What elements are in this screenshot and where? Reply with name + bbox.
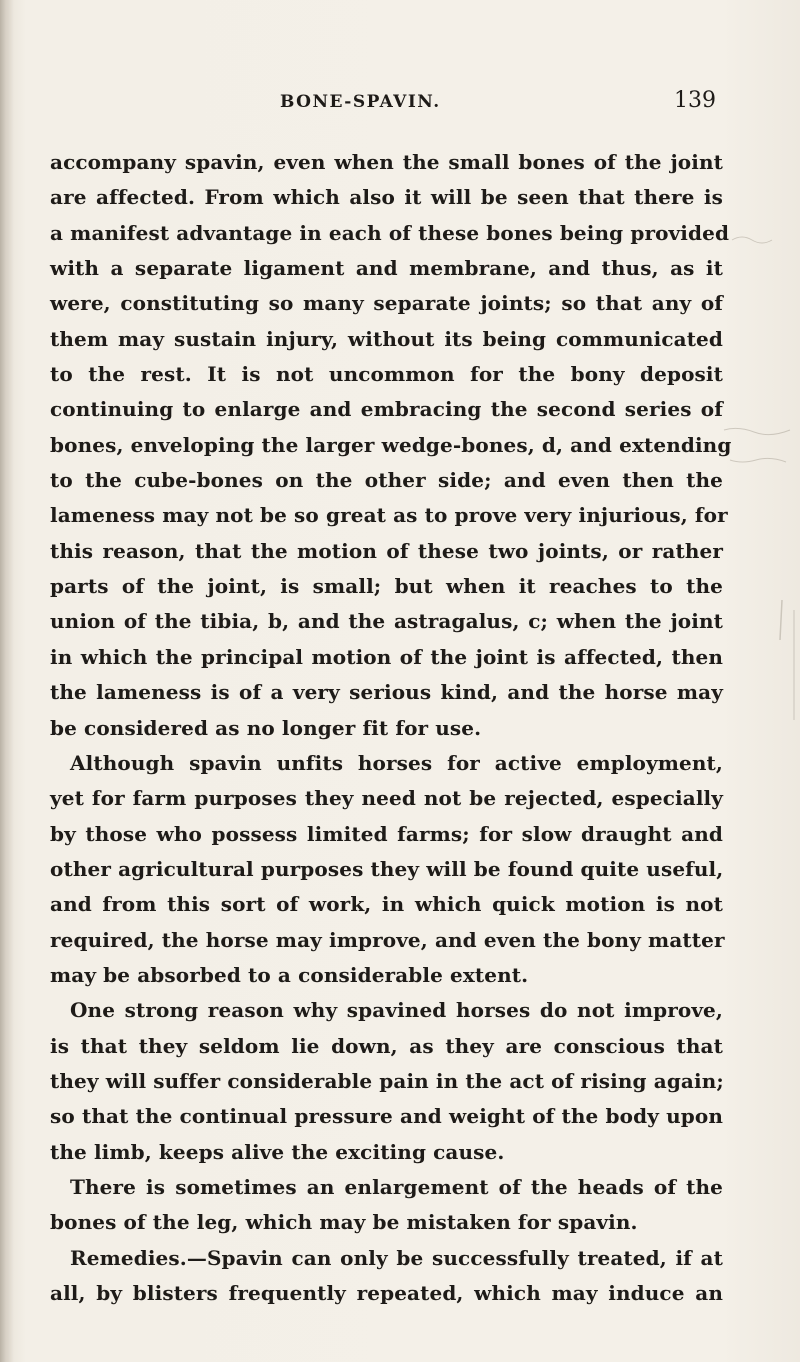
text-line: this reason, that the motion of these two joints, or rather — [50, 538, 723, 563]
text-line: accompany spavin, even when the small bones of the joint — [50, 150, 723, 174]
text-line: all, by blisters frequently repeated, which may induce an — [50, 1281, 723, 1305]
text-line: yet for farm purposes they need not be rejected, especially — [50, 786, 723, 811]
text-line: lameness may not be so great as to prove very injurious, for — [50, 503, 728, 528]
text-line: were, constituting so many separate joints; so that any of — [50, 291, 723, 316]
text-line: required, the horse may improve, and even the bony matter — [50, 927, 725, 952]
text-line: the lameness is of a very serious kind, and the horse may — [50, 680, 723, 705]
text-line: to the rest. It is not uncommon for the bony deposit — [50, 362, 723, 387]
text-line: One strong reason why spavined horses do not improve, — [70, 998, 723, 1023]
page-number: 139 — [674, 88, 716, 113]
text-line: continuing to enlarge and embracing the second series of — [50, 397, 723, 422]
body-text — [50, 145, 732, 1311]
text-line: the limb, keeps alive the exciting cause. — [50, 1139, 505, 1164]
text-line: in which the principal motion of the joint is affected, then — [50, 644, 723, 669]
text-line: may be absorbed to a considerable extent. — [50, 962, 529, 987]
running-head: BONE-SPAVIN. — [280, 92, 441, 112]
text-line: them may sustain injury, without its being communicated — [50, 326, 723, 351]
text-line: with a separate ligament and membrane, and thus, as it — [50, 256, 723, 281]
text-line: a manifest advantage in each of these bones being provided — [50, 220, 730, 245]
text-line: be considered as no longer fit for use. — [50, 715, 482, 740]
show-through-marks — [722, 130, 800, 730]
text-line: to the cube-bones on the other side; and even then the — [50, 468, 723, 493]
text-line: Remedies.—Spavin can only be successfully treated, if at — [70, 1245, 723, 1270]
text-line: union of the tibia, b, and the astragalus, c; when the joint — [50, 609, 723, 634]
text-line: is that they seldom lie down, as they are conscious that — [50, 1033, 723, 1058]
text-line: by those who possess limited farms; for slow draught and — [50, 821, 723, 846]
page-gutter-shadow — [0, 0, 14, 1362]
text-line: other agricultural purposes they will be found quite useful, — [50, 856, 724, 881]
page-header — [280, 90, 720, 116]
text-line: they will suffer considerable pain in the act of rising again; — [50, 1068, 724, 1093]
text-line: are affected. From which also it will be seen that there is — [50, 185, 723, 210]
text-line: bones of the leg, which may be mistaken for spavin. — [50, 1210, 638, 1235]
text-line: There is sometimes an enlargement of the heads of the — [70, 1174, 723, 1199]
text-line: and from this sort of work, in which quick motion is not — [50, 892, 723, 917]
text-line: parts of the joint, is small; but when it reaches to the — [50, 574, 723, 599]
text-line: bones, enveloping the larger wedge-bones, d, and extending — [50, 432, 732, 457]
text-line: Although spavin unfits horses for active employment, — [70, 750, 723, 775]
text-line: so that the continual pressure and weight of the body upon — [50, 1104, 723, 1129]
